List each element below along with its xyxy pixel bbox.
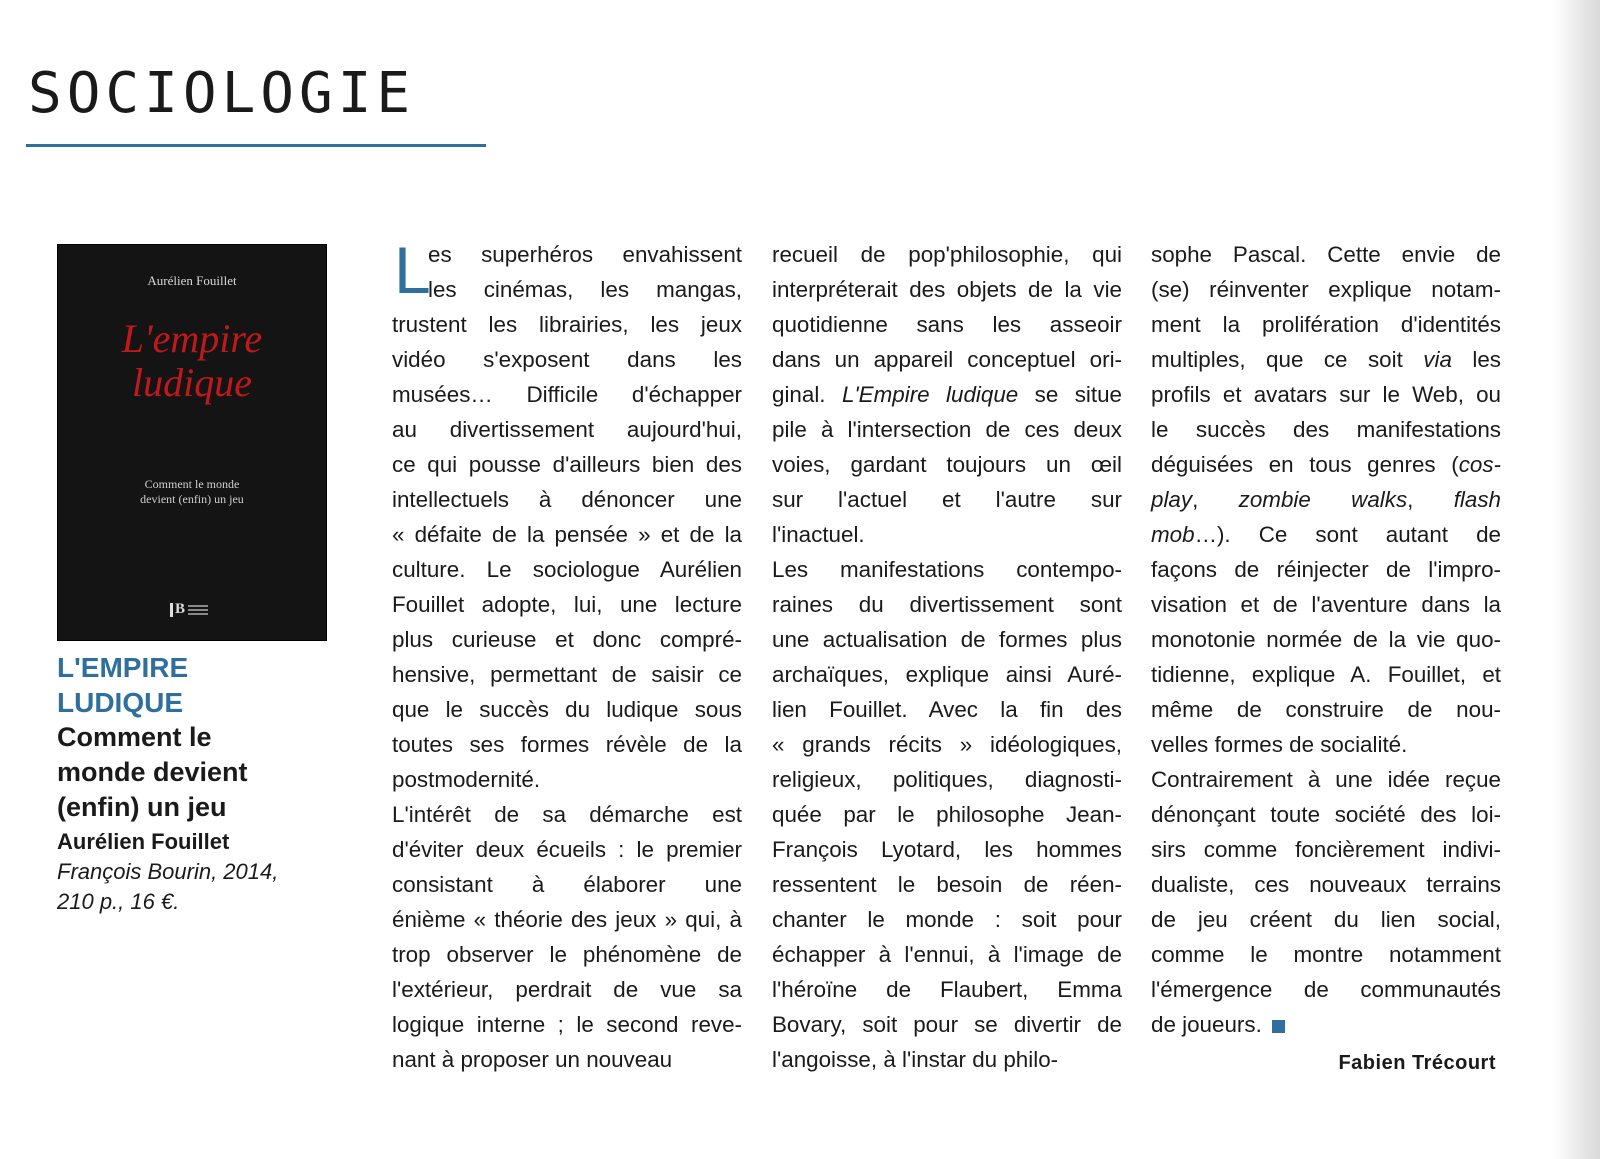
signature-text: Fabien Trécourt — [1338, 1052, 1496, 1074]
article-line: échapper à l'ennui, à l'image de — [772, 942, 1122, 967]
article-line: Bovary, soit pour se divertir de — [772, 1012, 1122, 1037]
article-line: play, zombie walks, flash — [1151, 487, 1501, 512]
article-line: multiples, que ce soit via les — [1151, 347, 1501, 372]
article-line: tidienne, explique A. Fouillet, et — [1151, 662, 1501, 687]
article-line: ment la prolifération d'identités — [1151, 312, 1501, 337]
book-title-line1: L'EMPIRE — [57, 652, 189, 683]
article-line: les cinémas, les mangas, — [428, 277, 742, 302]
article-column-1 — [392, 233, 742, 1077]
article-line: ce qui pousse d'ailleurs bien des — [392, 452, 742, 477]
article-line: de joueurs. — [1151, 1007, 1501, 1042]
article-line: mob…). Ce sont autant de — [1151, 522, 1501, 547]
cover-subtitle-line1: Comment le monde — [144, 477, 240, 491]
article-line: toutes ses formes révèle de la — [392, 732, 742, 757]
cover-subtitle — [98, 477, 286, 507]
article-line: logique interne ; le second reve- — [392, 1012, 742, 1037]
article-line: nant à proposer un nouveau — [392, 1047, 673, 1072]
article-line: l'angoisse, à l'instar du philo- — [772, 1047, 1059, 1072]
article-line: déguisées en tous genres (cos- — [1151, 452, 1501, 477]
article-line: l'héroïne de Flaubert, Emma — [772, 977, 1122, 1002]
article-line: visation et de l'aventure dans la — [1151, 592, 1501, 617]
article-column-3 — [1151, 237, 1501, 1042]
article-line: que le succès du ludique sous — [392, 697, 742, 722]
article-line: hensive, permettant de saisir ce — [392, 662, 742, 687]
book-cover — [58, 245, 326, 640]
article-line: religieux, politiques, diagnosti- — [772, 767, 1122, 792]
end-mark-icon — [1272, 1020, 1285, 1033]
article-line: es superhéros envahissent — [428, 242, 742, 267]
cover-title — [58, 317, 326, 405]
article-line: « défaite de la pensée » et de la — [392, 522, 742, 547]
book-publisher-line1: François Bourin, 2014, — [57, 859, 279, 884]
article-line: « grands récits » idéologiques, — [772, 732, 1122, 757]
article-line: voies, gardant toujours un œil — [772, 452, 1122, 477]
article-line: profils et avatars sur le Web, ou — [1151, 382, 1501, 407]
article-signature — [1150, 1052, 1496, 1075]
article-line: lien Fouillet. Avec la fin des — [772, 697, 1122, 722]
article-line: d'éviter deux écueils : le premier — [392, 837, 742, 862]
article-line: pile à l'intersection de ces deux — [772, 417, 1122, 442]
article-line: velles formes de socialité. — [1151, 732, 1408, 757]
article-line: Contrairement à une idée reçue — [1151, 767, 1501, 792]
book-title-line2: LUDIQUE — [57, 687, 183, 718]
article-line: Les manifestations contempo- — [772, 557, 1122, 582]
article-line: dénonçant toute société des loi- — [1151, 802, 1501, 827]
book-subtitle-line3: (enfin) un jeu — [57, 792, 227, 822]
article-line: l'inactuel. — [772, 522, 865, 547]
article-line: ginal. L'Empire ludique se situe — [772, 382, 1123, 407]
article-line: comme le montre notamment — [1151, 942, 1501, 967]
article-line: consistant à élaborer une — [392, 872, 742, 897]
article-line: même de construire de nou- — [1151, 697, 1501, 722]
article-line: quotidienne sans les asseoir — [772, 312, 1122, 337]
article-line: une actualisation de formes plus — [772, 627, 1122, 652]
book-author: Aurélien Fouillet — [57, 829, 230, 854]
publisher-logo: B — [170, 603, 210, 619]
article-line: intellectuels à dénoncer une — [392, 487, 742, 512]
article-line: sophe Pascal. Cette envie de — [1151, 242, 1501, 267]
article-line: trustent les librairies, les jeux — [392, 312, 742, 337]
section-title: SOCIOLOGIE — [28, 61, 416, 126]
article-line: Fouillet adopte, lui, une lecture — [392, 592, 742, 617]
article-line: le succès des manifestations — [1151, 417, 1501, 442]
book-publisher-line2: 210 p., 16 €. — [57, 889, 180, 914]
cover-title-line1: L'empire — [121, 316, 263, 361]
article-line: au divertissement aujourd'hui, — [392, 417, 742, 442]
article-line: (se) réinventer explique notam- — [1151, 277, 1501, 302]
article-line: musées… Difficile d'échapper — [392, 382, 742, 407]
book-subtitle-line1: Comment le — [57, 722, 212, 752]
article-line: énième « théorie des jeux » qui, à — [392, 907, 742, 932]
book-subtitle-line2: monde devient — [57, 757, 248, 787]
article-column-2 — [772, 237, 1122, 1077]
section-rule — [26, 144, 486, 147]
article-line: monotonie normée de la vie quo- — [1151, 627, 1501, 652]
book-info — [57, 650, 347, 917]
article-line: façons de réinjecter de l'impro- — [1151, 557, 1501, 582]
article-line: de jeu créent du lien social, — [1151, 907, 1501, 932]
article-line: archaïques, explique ainsi Auré- — [772, 662, 1122, 687]
article-line: recueil de pop'philosophie, qui — [772, 242, 1122, 267]
drop-cap: L — [394, 233, 431, 307]
article-line: l'émergence de communautés — [1151, 977, 1501, 1002]
article-line: vidéo s'exposent dans les — [392, 347, 742, 372]
article-line: sur l'actuel et l'autre sur — [772, 487, 1122, 512]
article-line: dans un appareil conceptuel ori- — [772, 347, 1122, 372]
article-line: trop observer le phénomène de — [392, 942, 742, 967]
article-line: postmodernité. — [392, 767, 541, 792]
article-line: culture. Le sociologue Aurélien — [392, 557, 742, 582]
article-line: sirs comme foncièrement indivi- — [1151, 837, 1501, 862]
article-line: raines du divertissement sont — [772, 592, 1122, 617]
article-line: quée par le philosophe Jean- — [772, 802, 1122, 827]
cover-author: Aurélien Fouillet — [147, 273, 237, 288]
article-line: L'intérêt de sa démarche est — [392, 802, 742, 827]
article-line: l'extérieur, perdrait de vue sa — [392, 977, 742, 1002]
cover-subtitle-line2: devient (enfin) un jeu — [140, 492, 244, 506]
article-line: chanter le monde : soit pour — [772, 907, 1122, 932]
article-line: interpréterait des objets de la vie — [772, 277, 1122, 302]
page-edge-shadow — [1552, 0, 1600, 1159]
article-line: ressentent le besoin de réen- — [772, 872, 1122, 897]
article-line: dualiste, ces nouveaux terrains — [1151, 872, 1501, 897]
article-line: François Lyotard, les hommes — [772, 837, 1122, 862]
cover-title-line2: ludique — [132, 360, 252, 405]
article-line: plus curieuse et donc compré- — [392, 627, 742, 652]
